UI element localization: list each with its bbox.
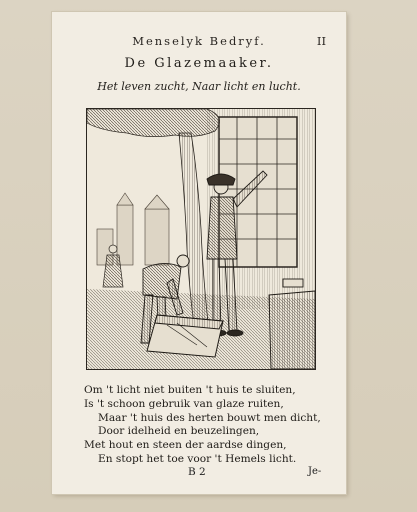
series-title-text: Menselyk Bedryf. bbox=[132, 34, 266, 48]
print-title: De Glazemaaker. bbox=[124, 56, 274, 71]
catchword: Je- bbox=[308, 466, 322, 477]
engraving-glazier-at-window bbox=[87, 109, 315, 369]
glass-crate bbox=[147, 315, 223, 357]
verse-line: Maar 't huis des herten bouwt men dicht, bbox=[98, 411, 321, 424]
verse-line: En stopt het toe voor 't Hemels licht. bbox=[98, 452, 297, 465]
engraving-plate bbox=[86, 108, 316, 370]
motto: Het leven zucht, Naar licht en lucht. bbox=[97, 80, 301, 93]
signature-mark: B 2 bbox=[188, 466, 206, 478]
verse-line: Is 't schoon gebruik van glaze ruiten, bbox=[84, 397, 284, 410]
series-title bbox=[52, 34, 346, 48]
verse-block bbox=[84, 384, 344, 467]
verse-line: Met hout en steen der aardse dingen, bbox=[84, 439, 287, 452]
verse-line: Door idelheid en beuzelingen, bbox=[98, 425, 260, 438]
leaf-number: II bbox=[316, 34, 326, 48]
verse-line: Om 't licht niet buiten 't huis te sluiten, bbox=[84, 384, 296, 396]
